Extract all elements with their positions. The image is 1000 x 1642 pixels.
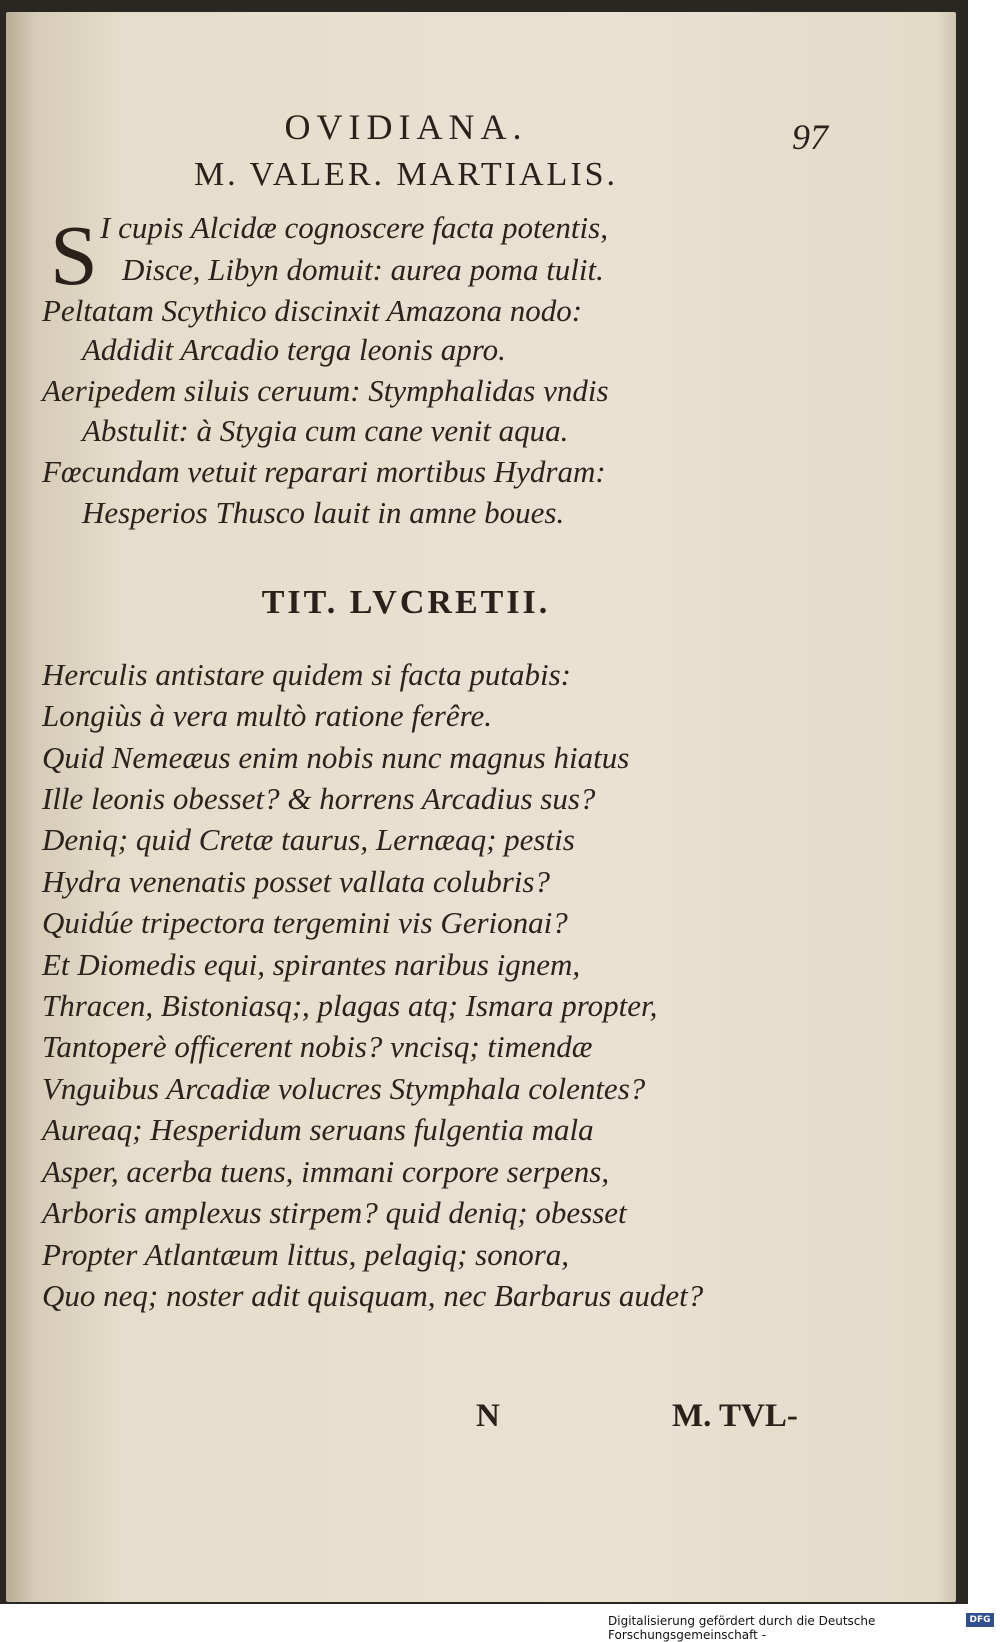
verse-line: Vnguibus Arcadiæ volucres Stymphala colentes?: [42, 1071, 646, 1106]
running-head: OVIDIANA.: [284, 107, 528, 147]
verse-line: Ille leonis obesset? & horrens Arcadius sus?: [42, 781, 596, 816]
page-number: 97: [792, 117, 828, 157]
verse-line: Tantoperè officerent nobis? vncisq; timendæ: [42, 1029, 593, 1064]
verse-line: Aeripedem siluis ceruum: Stymphalidas vndis: [42, 373, 609, 408]
digitization-credit: Digitalisierung gefördert durch die Deutsche Forschungsgemeinschaft -: [608, 1614, 876, 1642]
catchword: M. TVL-: [672, 1398, 798, 1434]
verse-line: Herculis antistare quidem si facta putabis:: [42, 657, 571, 692]
verse-line: Hesperios Thusco lauit in amne boues.: [82, 495, 565, 530]
verse-line: Addidit Arcadio terga leonis apro.: [82, 332, 506, 367]
verse-line: Asper, acerba tuens, immani corpore serpens,: [42, 1154, 610, 1189]
verse-line: Aureaq; Hesperidum seruans fulgentia mala: [42, 1112, 594, 1147]
verse-line: Deniq; quid Cretæ taurus, Lernæaq; pestis: [42, 822, 575, 857]
drop-capital: S: [50, 207, 98, 303]
verse-line: Quid Nemeæus enim nobis nunc magnus hiatus: [42, 740, 630, 775]
verse-line: Fœcundam vetuit reparari mortibus Hydram:: [42, 454, 606, 489]
verse-line: I cupis Alcidæ cognoscere facta potentis,: [100, 210, 608, 245]
book-page: [6, 12, 956, 1602]
section-heading-lucretius: TIT. LVCRETII.: [261, 584, 551, 621]
verse-line: Peltatam Scythico discinxit Amazona nodo:: [42, 293, 583, 328]
verse-line: Quidúe tripectora tergemini vis Gerionai?: [42, 905, 568, 940]
verse-line: Disce, Libyn domuit: aurea poma tulit.: [122, 252, 604, 287]
dfg-logo: DFG: [966, 1613, 994, 1627]
verse-line: Propter Atlantæum littus, pelagiq; sonora,: [42, 1237, 570, 1272]
verse-line: Hydra venenatis posset vallata colubris?: [42, 864, 550, 899]
verse-line: Et Diomedis equi, spirantes naribus ignem,: [42, 947, 581, 982]
section-heading-martialis: M. VALER. MARTIALIS.: [193, 156, 619, 193]
verse-line: Quo neq; noster adit quisquam, nec Barbarus audet?: [42, 1278, 704, 1313]
verse-line: Thracen, Bistoniasq;, plagas atq; Ismara propter,: [42, 988, 658, 1023]
verse-line: Abstulit: à Stygia cum cane venit aqua.: [82, 413, 569, 448]
verse-line: Longiùs à vera multò ratione ferêre.: [42, 698, 493, 733]
verse-line: Arboris amplexus stirpem? quid deniq; obesset: [42, 1195, 627, 1230]
signature-mark: N: [476, 1398, 500, 1434]
